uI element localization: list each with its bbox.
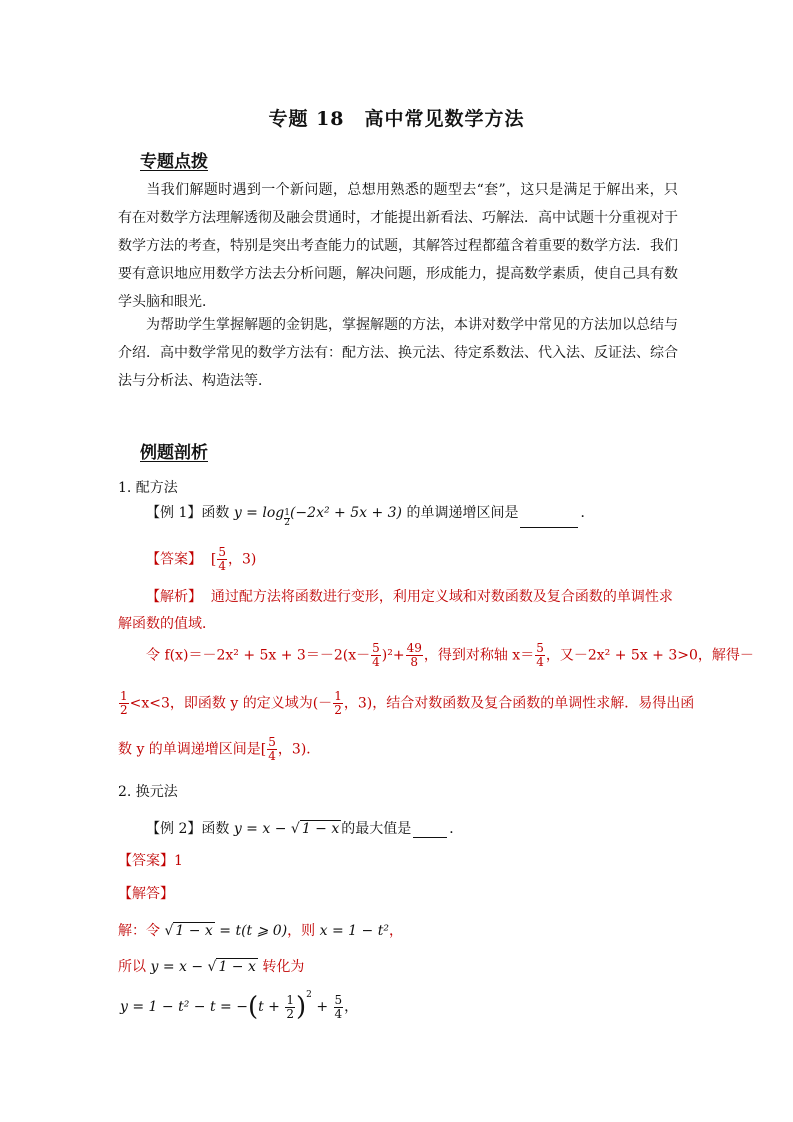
formula-1-frac1-n: 5	[372, 641, 380, 655]
analysis-1-formula-line1	[146, 642, 754, 669]
page-title: 专题 18 高中常见数学方法	[268, 108, 525, 130]
formula-2-part-b: ，3)，结合对数函数及复合函数的单调性求解．易得出函	[343, 695, 695, 712]
answer-2	[118, 850, 183, 870]
method-label-2: 2. 换元法	[118, 784, 178, 800]
answer-1-tag: 【答案】	[146, 551, 202, 568]
example-1-func: y = log	[233, 505, 285, 521]
formula-1-frac3-d: 4	[536, 655, 544, 669]
solution-2-l3-a: y = 1 − t² − t = −	[120, 999, 248, 1015]
example-2-sqrt: 1 − x	[301, 821, 340, 837]
solution-2-l1-b: = t(t ⩾ 0)	[214, 923, 288, 939]
formula-3-frac-d: 4	[268, 749, 276, 763]
analysis-1-text: 通过配方法将函数进行变形，利用定义域和对数函数及复合函数的单调性求	[210, 589, 673, 605]
solution-2-l3-t: t +	[258, 999, 285, 1015]
solution-2-l3-end: ，	[344, 999, 359, 1015]
solution-2-l3-paren-open: (	[247, 992, 259, 1022]
formula-2-part-a: <x<3，即函数 y 的定义域为(－	[129, 695, 333, 712]
formula-2-frac1-d: 2	[120, 703, 128, 717]
solution-2-l3-plus: +	[311, 999, 333, 1015]
solution-2-l1-d: x = 1 − t²	[319, 923, 389, 939]
formula-2-frac2-n: 1	[334, 689, 342, 703]
answer-2-tag: 【答案】	[118, 853, 174, 869]
formula-3-part-a: 数 y 的单调递增区间是[	[118, 741, 267, 758]
example-1-post: 的单调递增区间是	[402, 505, 519, 521]
solution-2-l3-frac2-d: 4	[334, 1006, 343, 1021]
formula-1-frac2-n: 49	[406, 641, 422, 655]
answer-1-open: [	[210, 551, 217, 568]
section-heading-tips: 专题点拨	[140, 152, 208, 172]
solution-2-l2-a: 所以	[118, 959, 151, 975]
example-1-tag: 【例 1】	[146, 505, 202, 521]
solution-2-l2-sqrt: 1 − x	[218, 959, 256, 975]
intro-paragraph-2-text: 为帮助学生掌握解题的金钥匙，掌握解题的方法，本讲对数学中常见的方法加以总结与介绍．高中数学常见的数学方法有：配方法、换元法、待定系数法、代入法、反证法、综合法与分析法、构造法等．	[118, 317, 678, 389]
analysis-1-line1	[146, 586, 673, 606]
example-2-pre: 函数	[201, 821, 234, 837]
solution-2-l2-b: y = x −	[150, 959, 208, 975]
answer-1-denominator: 4	[218, 559, 227, 573]
answer-blank	[520, 527, 578, 528]
analysis-1-formula-line2	[118, 690, 694, 717]
formula-2-frac2-d: 2	[334, 703, 342, 717]
solution-2-l3-paren-close: )	[296, 992, 307, 1022]
answer-blank-2	[413, 837, 447, 838]
example-2-tag: 【例 2】	[146, 821, 202, 837]
formula-2-frac1-n: 1	[120, 689, 128, 703]
example-1: 【例 1】函数 y = log $_{\frac{1}{2}}$ (−2x² + 5x + 3) 的单调递增区间是 ．	[146, 505, 595, 528]
formula-1-frac2-d: 8	[410, 655, 419, 669]
example-1-pre: 函数	[201, 505, 234, 521]
analysis-1-tag: 【解析】	[146, 589, 202, 605]
method-label-1: 1. 配方法	[118, 480, 178, 496]
log-base-denominator: 2	[284, 518, 290, 528]
formula-1-frac1-d: 4	[372, 655, 380, 669]
analysis-1-line2: 解函数的值域．	[118, 616, 216, 632]
intro-paragraph-1	[118, 176, 678, 316]
solution-2-l3-frac1-n: 1	[286, 992, 294, 1007]
section-heading-examples: 例题剖析	[140, 443, 208, 463]
answer-1-numerator: 5	[218, 545, 227, 559]
intro-paragraph-1-text: 当我们解题时遇到一个新问题，总想用熟悉的题型去“套”，这只是满足于解出来，只有在对数学方法理解透彻及融会贯通时，才能提出新看法、巧解法．高中试题十分重视对于数学方法的考查，特别是突出考查能力的试题，其解答过程都蕴含着重要的数学方法．我们要有意识地应用数学方法去分析问题，解决问题，形成能力，提高数学素质，使自己具有数学头脑和眼光．	[118, 182, 678, 310]
formula-1-frac3-n: 5	[536, 641, 544, 655]
solution-2-line1: 解：令 √ 1 − x = t(t ⩾ 0)，则 x = 1 − t²，	[118, 923, 403, 939]
answer-1-close: ，3)	[228, 551, 257, 568]
example-2-func: y = x −	[233, 821, 291, 837]
solution-2-l1-e: ，	[388, 923, 403, 939]
solution-2-line2: 所以 y = x − √ 1 − x 转化为	[118, 959, 305, 975]
intro-paragraph-2	[118, 311, 678, 395]
example-1-arg: (−2x² + 5x + 3)	[289, 505, 403, 521]
example-2: 【例 2】函数 y = x − √ 1 − x 的最大值是 ．	[146, 821, 464, 837]
answer-2-value: 1	[174, 853, 183, 869]
answer-1	[146, 546, 256, 573]
analysis-1-formula-line3	[118, 736, 320, 763]
solution-2-l3-square: 2	[306, 990, 312, 1000]
solution-2-l1-c: ，则	[287, 923, 320, 939]
solution-2-l3-frac2-n: 5	[334, 992, 343, 1007]
example-2-post: 的最大值是	[341, 821, 412, 837]
formula-1-part-b: )²+	[381, 647, 405, 664]
log-base-numerator: 1	[284, 508, 290, 518]
formula-3-part-b: ，3)．	[277, 741, 321, 758]
solution-2-l1-a: 解：令	[118, 923, 165, 939]
solution-2-line3	[120, 990, 358, 1022]
formula-1-part-c: ，得到对称轴 x＝	[423, 647, 535, 664]
solution-2-l3-frac1-d: 2	[286, 1006, 294, 1021]
solution-2-l2-c: 转化为	[257, 959, 305, 975]
formula-1-part-e: ，又－2x² + 5x + 3>0，解得－	[545, 647, 754, 664]
formula-1-part-a: 令 f(x)＝－2x² + 5x + 3＝－2(x－	[146, 647, 371, 664]
solution-2-tag: 【解答】	[118, 886, 174, 902]
formula-3-frac-n: 5	[268, 735, 276, 749]
solution-2-l1-sqrt: 1 − x	[175, 923, 213, 939]
